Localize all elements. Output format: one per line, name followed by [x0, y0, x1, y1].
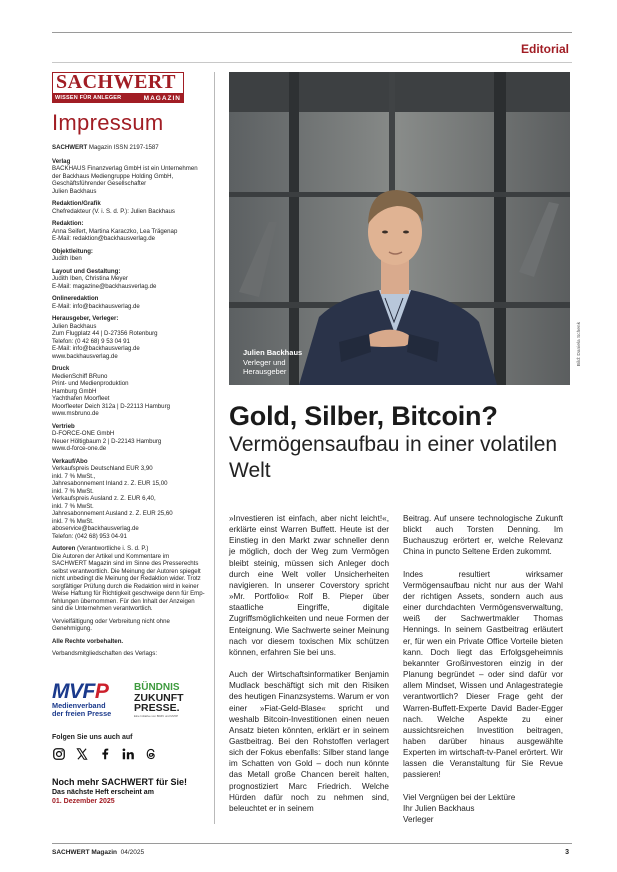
impressum-block [52, 248, 212, 263]
linkedin-icon[interactable] [121, 747, 135, 761]
impressum-block-line: Geschäftsführender Gesellschafter [52, 180, 147, 187]
cta-text: Noch mehr SACHWERT für Sie! [52, 777, 188, 787]
mvfp-letters: MVF [52, 679, 95, 703]
impressum-block-line: inkl. 7 % MwSt. [52, 517, 94, 525]
authors-line: SACHWERT Magazin sind im Sinne des Presserechts [52, 560, 199, 567]
authors-block [52, 545, 212, 613]
article-paragraph: Auch der Wirtschaftsinformatiker Benjamin Mudlack beschäftigt sich mit den Risiken des heutigen Finanzsystems. Warum er von einer »Fiat-Geld-Blase« spricht und weshalb Bitcoin-Investitionen einen neuen Ansatz bieten könnten, erklärt er in seinem Gastbeitrag. Bei den Rohstoffen verlagert sich der Fokus ebenfalls: Silber stand lange im Schatten von Gold – doch nun könnte das Metall große Chancen bereit halten, prognostiziert Marc Friedrich. Welche Hürden dafür noch zu nehmen sind, beleuchtet er in seinem [229, 670, 389, 813]
impressum-block-line: E-Mail: magazine@backhausverlag.de [52, 282, 157, 290]
threads-icon[interactable] [144, 747, 158, 761]
impressum-block-heading: Redaktion/Grafik [52, 200, 101, 207]
impressum-block-line: inkl. 7 % MwSt., [52, 472, 96, 480]
impressum-block-heading: Druck [52, 365, 70, 372]
impressum-block-line: Verkaufspreis Deutschland EUR 3,90 [52, 465, 153, 472]
x-icon[interactable] [75, 747, 89, 761]
logo-strip [52, 94, 184, 103]
impressum-block-line: BACKHAUS Finanzverlag GmbH ist ein Unternehmen [52, 165, 198, 172]
footer-issue: 04/2025 [120, 849, 145, 856]
authors-text [52, 553, 212, 613]
bottom-rule [52, 843, 572, 844]
footer-left [52, 849, 144, 856]
memberships-label: Verbandsmitgliedschaften des Verlags: [52, 650, 158, 657]
mvfp-line1: Medienverband [52, 700, 106, 710]
impressum-block [52, 315, 212, 360]
impressum-block-line: MedienSchiff BRuno [52, 372, 108, 380]
mvfp-line2: der freien Presse [52, 708, 112, 718]
impressum-block-line: aboservice@backhausverlag.de [52, 525, 139, 532]
authors-line: selbst verantwortlich. Die Meinung der Autoren spiegelt [52, 567, 201, 575]
partner-logos [52, 679, 212, 718]
article-paragraph: »Investieren ist einfach, aber nicht leicht!«, erklärte einst Warren Buffett. Heute ist der Einstieg in den Markt zwar schneller denn je möglich, doch der Weg zum Vermögen bleibt steinig, müssen sich Anleger doch durch eine Welt voller Unsicherheiten navigieren. In unserer Coverstory spricht »Mr. Portfolio« Rolf B. Pieper über staatliche Eingriffe, digitale Zugriffsmöglichkeiten und neue Formen der Enteignung. Wie Sachwerte seiner Meinung nach vor diesem toxischen Mix schützen können, erfahren Sie bei uns. [229, 514, 389, 657]
impressum-block-line: D-FORCE-ONE GmbH [52, 430, 115, 437]
article-column-2 [403, 513, 563, 825]
impressum-block-line: Judith Iben [52, 255, 82, 262]
impressum-block-heading: Objektleitung: [52, 247, 93, 255]
impressum-block-line: Telefon: (0 42 68) 9 53 04 91 [52, 337, 130, 345]
caption-role-2: Herausgeber [243, 367, 287, 376]
copy-notice [52, 618, 212, 633]
authors-heading: Autoren [52, 545, 76, 552]
issn-rest: Magazin ISSN 2197-1587 [87, 144, 159, 151]
authors-line: sorgfältiger Prüfung durch die Redaktion wird in keiner [52, 582, 199, 590]
impressum-block-line: Neuer Höltigbaum 2 | D-22143 Hamburg [52, 437, 162, 445]
impressum-block [52, 365, 212, 418]
impressum-title: Impressum [52, 110, 164, 135]
impressum-block-line: Yachthafen Moorfleet [52, 395, 110, 402]
instagram-icon[interactable] [52, 747, 66, 761]
follow-label: Folgen Sie uns auch auf [52, 733, 133, 741]
impressum-block-line: Telefon: (042 68) 953 04-91 [52, 532, 127, 540]
authors-line: Weise Haftung für Richtigkeit geschweige denn für Emp- [52, 590, 205, 597]
impressum-block-line: Hamburg GmbH [52, 387, 97, 395]
impressum-block-line: inkl. 7 % MwSt. [52, 502, 94, 510]
caption-role-1: Verleger und [243, 357, 286, 367]
logo-name: SACHWERT [52, 72, 184, 94]
impressum-block-heading: Onlineredaktion [52, 295, 99, 302]
impressum-block [52, 268, 212, 291]
impressum-block-heading: Herausgeber, Verleger: [52, 315, 119, 322]
impressum-block-line: www.msbruno.de [52, 410, 99, 417]
impressum-block-line: E-Mail: info@backhausverlag.de [52, 302, 140, 310]
sign-line-3: Verleger [403, 814, 434, 824]
impressum-block [52, 220, 212, 243]
buendnis-l1: BÜNDNIS [134, 681, 180, 693]
impressum-block-line: www.backhausverlag.de [52, 352, 118, 360]
impressum-block [52, 423, 212, 453]
mvfp-letter-p: P [94, 679, 109, 703]
column-divider [214, 72, 215, 824]
impressum-block-line: E-Mail: info@backhausverlag.de [52, 345, 140, 352]
impressum-block-line: Julien Backhaus [52, 322, 97, 330]
buendnis-l3: PRESSE. [134, 701, 180, 714]
impressum-block-heading: Redaktion: [52, 220, 84, 227]
article-subhead: Vermögensaufbau in einer volatilen Welt [229, 433, 558, 482]
rights-text: Alle Rechte vorbehalten. [52, 637, 124, 645]
article-column-1 [229, 513, 389, 825]
impressum-block-line: Anna Seifert, Martina Karaczko, Lea Trägenap [52, 227, 178, 235]
impressum-block-line: inkl. 7 % MwSt. [52, 487, 94, 495]
publisher-photo [229, 72, 570, 385]
impressum-block-heading: Layout und Gestaltung: [52, 267, 121, 275]
sign-line-1: Viel Vergnügen bei der Lektüre [403, 792, 516, 802]
copy-line: Genehmigung. [52, 625, 92, 632]
authors-line: fehlungen übernommen. Für den Inhalt der Anzeigen [52, 597, 195, 605]
section-rule [52, 62, 572, 63]
rights-line [52, 638, 212, 646]
mvfp-wordmark [52, 679, 120, 703]
buendnis-logo[interactable] [134, 683, 190, 718]
authors-line: sind die Unternehmen verantwortlich. [52, 605, 153, 612]
next-issue-date: 01. Dezember 2025 [52, 797, 115, 805]
impressum-block-line: Print- und Medienproduktion [52, 380, 129, 387]
footer-mag: SACHWERT Magazin [52, 849, 117, 856]
impressum-block-line: der Backhaus Mediengruppe Holding GmbH, [52, 172, 174, 180]
article-paragraph: Beitrag. Auf unsere technologische Zukunft blickt auch Torsten Denning. Im Buchauszug erörtert er, welche Relevanz China in puncto Seltene Erden zukommt. [403, 514, 563, 557]
article-headline: Gold, Silber, Bitcoin? [229, 401, 498, 431]
impressum-block [52, 458, 212, 541]
impressum-blocks [52, 158, 212, 541]
issn-name: SACHWERT [52, 144, 88, 151]
buendnis-l2: ZUKUNFT [134, 691, 184, 704]
top-rule [52, 32, 572, 33]
authors-line: nicht unbedingt die Meinung der Redaktion wider. Trotz [52, 575, 201, 582]
photo-credit: Bild: Daniela Schenk [577, 322, 582, 367]
authors-line: Die Autoren der Artikel und Kommentare im [52, 552, 170, 560]
impressum-block-line: Jahresabonnement Inland z. Z. EUR 15,00 [52, 480, 168, 487]
facebook-icon[interactable] [98, 747, 112, 761]
impressum-block-line: E-Mail: redaktion@backhausverlag.de [52, 235, 156, 242]
authors-note: (Verantwortliche i. S. d. P.) [75, 545, 149, 552]
article-paragraph: Indes resultiert wirksamer Vermögensaufbau nicht nur aus der Wahl der richtigen Assets, sondern auch aus einer durchdachten Vermögensverwaltung, weiß der Sachwertmakler Thomas Hennings. In seinem Gastbeitrag erläutert er, für wen ein Private Office Vorteile bieten kann. Doch liegt das Erfolgsgeheimnis bekannter Großinvestoren einzig in der Planung begründet – oder sind dafür vor allem Mindset, Wissen und Anlagestrategie verantwortlich? Dieser Frage geht der Warren-Buffett-Experte David Bader-Egger nach. Welche Aspekte zu einer aussichtsreichen Investition beitragen, haben darüber hinaus ausgewählte Experten im wirtschaft-tv-Panel erörtert. Wir lassen die Veranstaltung für Sie Revue passieren! [403, 569, 563, 780]
impressum-block-line: Jahresabonnement Ausland z. Z. EUR 25,60 [52, 510, 173, 517]
impressum-block-line: Julien Backhaus [52, 187, 97, 195]
buendnis-note: Eine Initiative von BDZV und MVFP [134, 713, 179, 718]
copy-line: Vervielfältigung oder Verbreitung nicht ohne [52, 617, 170, 625]
impressum-block-line: Moorfleeter Deich 312a | D-22113 Hamburg [52, 402, 170, 410]
impressum-block [52, 158, 212, 196]
social-links [52, 747, 212, 761]
issn-line [52, 144, 212, 152]
impressum-block-line: Judith Iben, Christina Meyer [52, 275, 128, 282]
photo-caption [243, 348, 302, 377]
impressum-block-line: Chefredakteur (V. i. S. d. P.): Julien Backhaus [52, 207, 175, 215]
impressum-block-line: Verkaufspreis Ausland z. Z. EUR 6,40, [52, 495, 156, 502]
impressum-block-line: www.d-force-one.de [52, 445, 107, 452]
next-issue-text: Das nächste Heft erscheint am [52, 788, 154, 796]
sachwert-logo [52, 72, 184, 104]
logo-sub: MAGAZIN [143, 95, 181, 102]
impressum-sidebar [52, 72, 212, 806]
caption-name: Julien Backhaus [243, 348, 303, 357]
impressum-block-heading: Vertrieb [52, 422, 75, 430]
mvfp-logo[interactable] [52, 679, 120, 718]
impressum-block-heading: Verkauf/Abo [52, 457, 88, 465]
impressum-block-heading: Verlag [52, 157, 71, 165]
sign-line-2: Ihr Julien Backhaus [403, 803, 475, 813]
impressum-block [52, 200, 212, 215]
logo-tagline: WISSEN FÜR ANLEGER [55, 95, 122, 101]
page-number: 3 [565, 849, 569, 856]
impressum-block-line: Zum Flugplatz 44 | D-27356 Rotenburg [52, 330, 158, 337]
photo-illustration [229, 72, 570, 385]
sign-off [403, 792, 563, 825]
impressum-block [52, 295, 212, 310]
section-label: Editorial [520, 42, 569, 56]
